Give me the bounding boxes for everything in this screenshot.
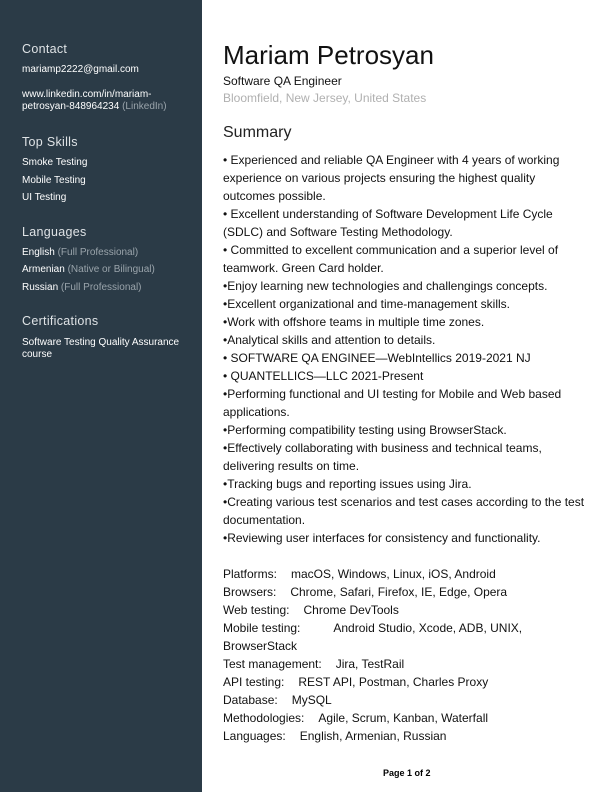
skill-row [223,691,522,709]
summary-line: •Tracking bugs and reporting issues using Jira. [223,477,472,491]
linkedin-suffix: (LinkedIn) [122,101,167,112]
skill-item: Mobile Testing [22,175,86,186]
skill-label: API testing: [223,675,285,689]
contact-heading: Contact [22,42,68,56]
languages-heading: Languages [22,225,87,239]
summary-line: • QUANTELLICS—LLC 2021-Present [223,369,424,383]
sidebar [0,0,202,792]
skill-row [223,619,522,637]
certifications-heading: Certifications [22,314,99,328]
linkedin-link[interactable] [22,89,167,113]
skill-item: Smoke Testing [22,157,88,168]
skill-value: REST API, Postman, Charles Proxy [298,675,489,689]
summary-line: •Performing compatibility testing using BrowserStack. [223,423,507,437]
summary-line: • Committed to excellent communication and a superior level of [223,243,559,257]
skill-label: Methodologies: [223,711,305,725]
summary-line: •Creating various test scenarios and test cases according to the test [223,495,585,509]
language-item [22,264,155,276]
skill-value: macOS, Windows, Linux, iOS, Android [291,567,496,581]
summary-line: documentation. [223,513,306,527]
linkedin-url-1: www.linkedin.com/in/mariam- [22,89,152,100]
summary-line: • SOFTWARE QA ENGINEE—WebIntellics 2019-2021 NJ [223,351,531,365]
skill-label: Languages: [223,729,286,743]
skill-label: Platforms: [223,567,278,581]
summary-line: •Performing functional and UI testing for Mobile and Web based [223,387,562,401]
language-item [22,247,138,259]
skill-value: English, Armenian, Russian [299,729,447,743]
profile-title: Software QA Engineer [223,74,342,88]
skill-value: Chrome, Safari, Firefox, IE, Edge, Opera [290,585,508,599]
certification-line: course [22,349,53,360]
skill-value: Chrome DevTools [303,603,399,617]
skill-value: Jira, TestRail [335,657,405,671]
skill-row [223,673,522,691]
certification-line: Software Testing Quality Assurance [22,337,180,348]
skill-row [223,601,522,619]
summary-line: delivering results on time. [223,459,360,473]
summary-line: • Excellent understanding of Software Development Life Cycle [223,207,553,221]
language-name: Russian [22,282,59,293]
skill-row [223,727,522,745]
summary-line: •Excellent organizational and time-management skills. [223,297,511,311]
skill-item: UI Testing [22,192,67,203]
summary-line: • Experienced and reliable QA Engineer with 4 years of working [223,153,560,167]
skill-row [223,709,522,727]
summary-heading: Summary [223,124,292,141]
certification-item [22,337,179,361]
top-skills-heading: Top Skills [22,135,78,149]
summary-line: (SDLC) and Software Testing Methodology. [223,225,453,239]
summary-line: •Enjoy learning new technologies and challengings concepts. [223,279,548,293]
skill-value: MySQL [291,693,332,707]
skill-label: Test management: [223,657,322,671]
skill-row [223,583,522,601]
skill-label: Browsers: [223,585,277,599]
language-name: English [22,247,55,258]
skill-value: Android Studio, Xcode, ADB, UNIX, [333,621,523,635]
skill-row [223,655,522,673]
email-link[interactable]: mariamp2222@gmail.com [22,64,139,75]
language-level: (Native or Bilingual) [67,264,155,275]
summary-line: teamwork. Green Card holder. [223,261,384,275]
language-item [22,282,142,294]
linkedin-url-2: petrosyan-848964234 [22,101,120,112]
language-name: Armenian [22,264,65,275]
summary-line: •Reviewing user interfaces for consistency and functionality. [223,531,541,545]
summary-line: experience on various projects ensuring the highest quality [223,171,536,185]
skill-label: Database: [223,693,278,707]
skill-value: Agile, Scrum, Kanban, Waterfall [318,711,489,725]
summary-line: •Analytical skills and attention to details. [223,333,436,347]
skill-value-continued: BrowserStack [223,639,298,653]
summary-line: •Work with offshore teams in multiple time zones. [223,315,485,329]
language-level: (Full Professional) [60,282,142,293]
summary-line: applications. [223,405,290,419]
summary-line: outcomes possible. [223,189,326,203]
profile-location: Bloomfield, New Jersey, United States [223,91,427,105]
skill-label: Web testing: [223,603,290,617]
skill-row [223,565,522,583]
skill-label: Mobile testing: [223,621,301,635]
summary-text [223,151,603,547]
skills-list [223,565,522,745]
summary-line: •Effectively collaborating with business and technical teams, [223,441,542,455]
profile-name: Mariam Petrosyan [223,40,434,70]
language-level: (Full Professional) [57,247,139,258]
page-number: Page 1 of 2 [383,768,431,778]
